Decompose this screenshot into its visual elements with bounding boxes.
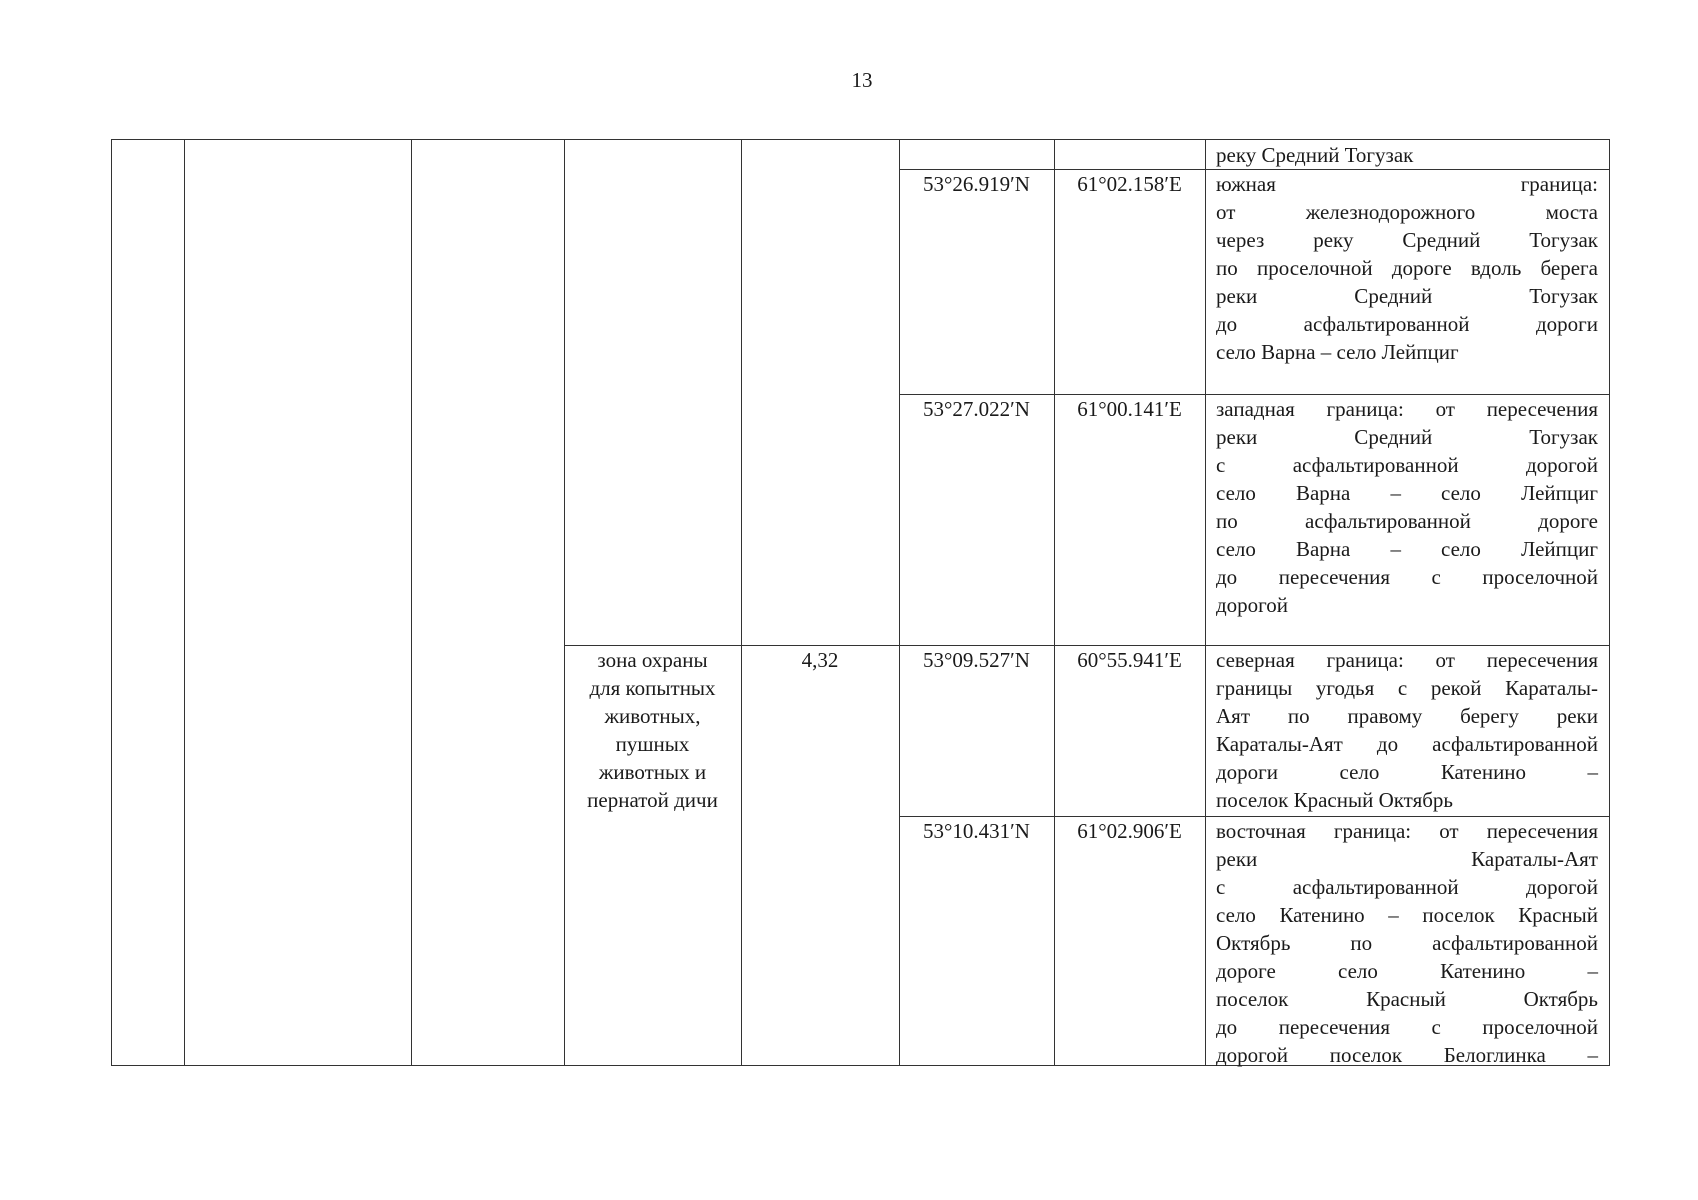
zone-name-line: пернатой дичи [587,788,718,812]
description-line: Караталы-Аят до асфальтированной [1216,732,1598,756]
description-line: по проселочной дороге вдоль берега [1216,256,1598,280]
table-cell-longitude: 61°02.906′E [1077,819,1182,843]
description-line: по асфальтированной дороге [1216,509,1598,533]
table-cell-area: 4,32 [801,648,839,672]
description-line: поселок Красный Октябрь [1216,788,1453,812]
description-line: с асфальтированной дорогой [1216,453,1598,477]
description-line: до пересечения с проселочной [1216,565,1598,589]
description-line: дорогой [1216,593,1289,617]
description-line: от железнодорожного моста [1216,200,1598,224]
zone-name-line: животных и [598,760,707,784]
description-line: Октябрь по асфальтированной [1216,931,1598,955]
description-line: южная граница: [1216,172,1598,196]
table-cell-latitude: 53°10.431′N [923,819,1030,843]
table-cell-latitude: 53°27.022′N [923,397,1030,421]
column-divider [184,140,185,1065]
description-line: село Варна – село Лейпциг [1216,340,1459,364]
description-line: западная граница: от пересечения [1216,397,1598,421]
column-divider [564,140,565,1065]
description-line: Аят по правому берегу реки [1216,704,1598,728]
description-line: дороги село Катенино – [1216,760,1598,784]
zone-name-line: зона охраны [597,648,708,672]
description-line: реку Средний Тогузак [1216,143,1414,167]
table-cell-latitude: 53°09.527′N [923,648,1030,672]
column-divider [741,140,742,1065]
description-line: село Катенино – поселок Красный [1216,903,1598,927]
description-line: реки Средний Тогузак [1216,425,1598,449]
table-cell-description [1216,646,1598,814]
description-line: через реку Средний Тогузак [1216,228,1598,252]
description-line: границы угодья с рекой Караталы- [1216,676,1598,700]
column-divider [411,140,412,1065]
description-line: поселок Красный Октябрь [1216,987,1598,1011]
table-cell-longitude: 60°55.941′E [1077,648,1182,672]
description-line: реки Средний Тогузак [1216,284,1598,308]
description-line: до пересечения с проселочной [1216,1015,1598,1039]
table-cell-description [1216,170,1598,366]
table-cell-zone-name [564,646,741,814]
column-divider [899,140,900,1065]
description-line: реки Караталы-Аят [1216,847,1598,871]
zone-name-line: животных, [604,704,701,728]
description-line: северная граница: от пересечения [1216,648,1598,672]
description-line: село Варна – село Лейпциг [1216,481,1598,505]
description-line: с асфальтированной дорогой [1216,875,1598,899]
table-cell-description [1216,395,1598,619]
table-cell-description [1216,817,1598,1069]
boundary-table [111,139,1610,1066]
description-line: село Варна – село Лейпциг [1216,537,1598,561]
zone-name-line: для копытных [589,676,716,700]
description-line: дороге село Катенино – [1216,959,1598,983]
table-cell-latitude: 53°26.919′N [923,172,1030,196]
table-cell-longitude: 61°02.158′E [1077,172,1182,196]
zone-name-line: пушных [615,732,690,756]
column-divider [1054,140,1055,1065]
description-line: до асфальтированной дороги [1216,312,1598,336]
table-cell-longitude: 61°00.141′E [1077,397,1182,421]
description-line: восточная граница: от пересечения [1216,819,1598,843]
description-line: дорогой поселок Белоглинка – [1216,1043,1598,1067]
column-divider [1205,140,1206,1065]
table-cell-description [1216,141,1598,169]
page-number: 13 [851,68,873,92]
